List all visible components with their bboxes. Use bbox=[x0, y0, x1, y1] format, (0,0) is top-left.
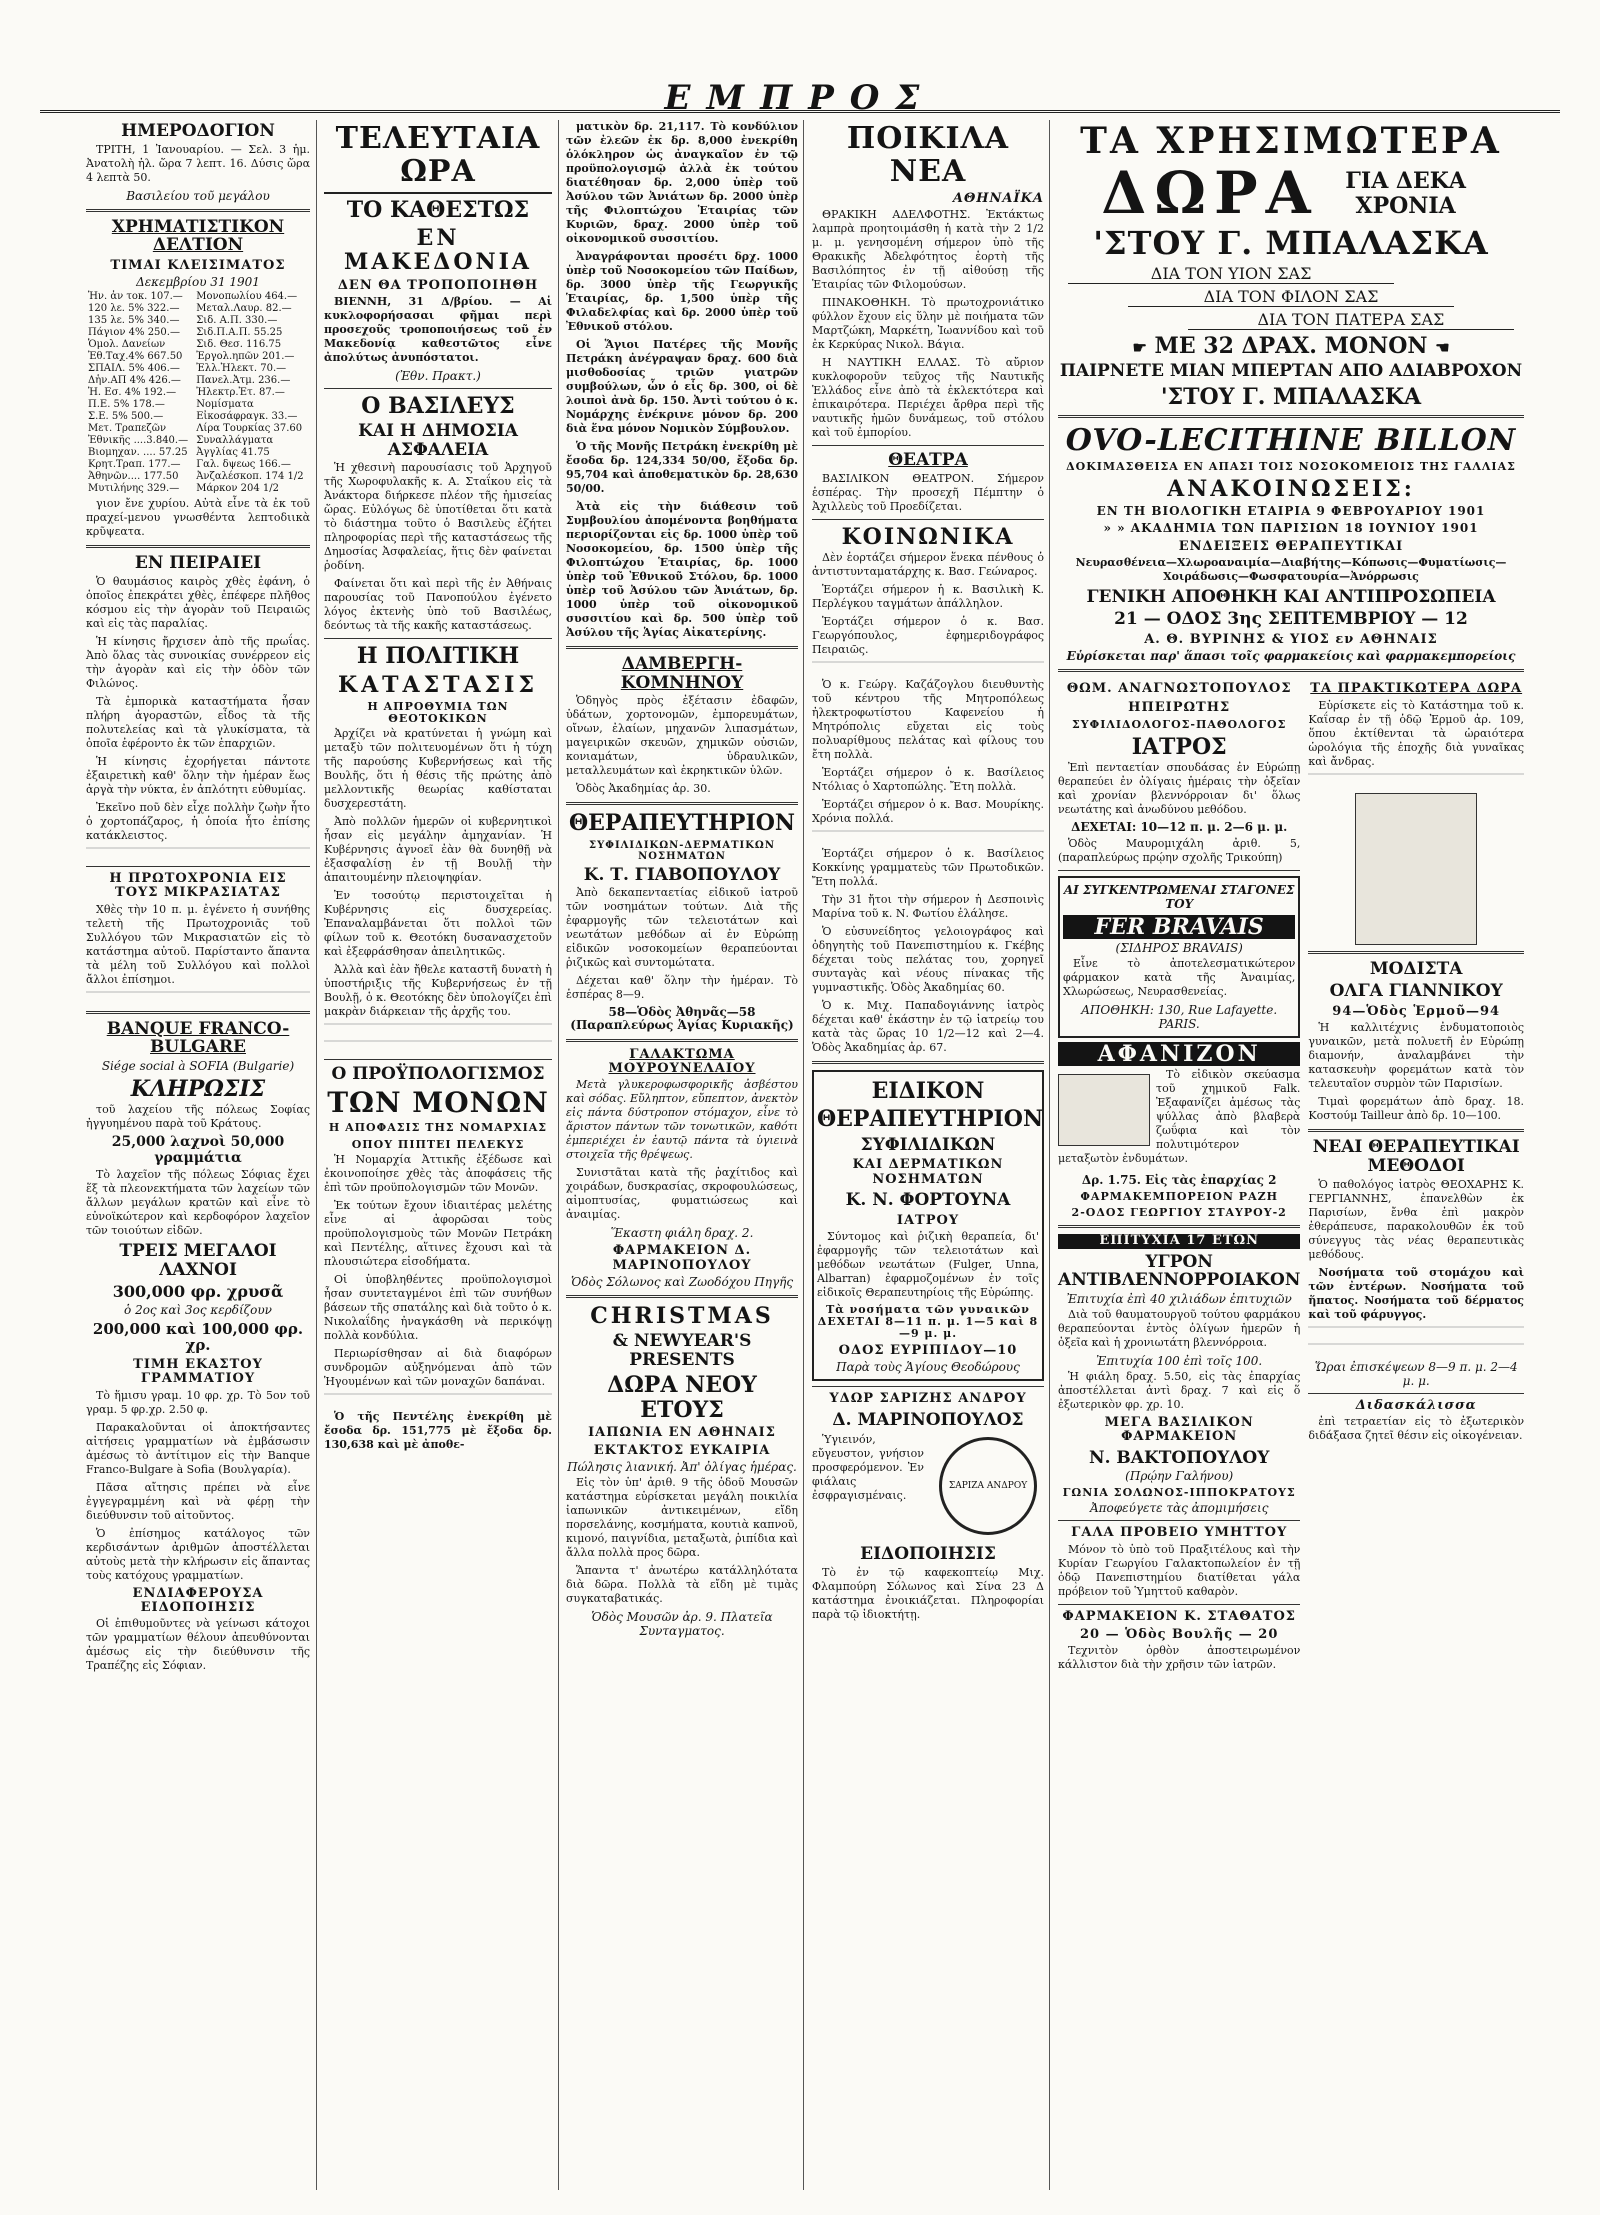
budget-paragraph: Ἀναγράφονται προσέτι δρχ. 1000 ὑπὲρ τοῦ Νοσοκομείου τῶν Παίδων, δρ. 3000 ὑπὲρ τῆς Γεωργικῆς Ἑταιρίας, δρ. 1,500 ὑπὲρ τῆς Φιλαδελφίας καὶ δρ. 2000 ὑπὲρ τοῦ Ἐθνικοῦ στόλου. bbox=[566, 250, 798, 333]
ad-codliver-text-2: Συνιστᾶται κατὰ τῆς ῥαχίτιδος καὶ χοιράδων, δυσκρασίας, σκροφουλώσεως, αἰμοπτυσίας, φυματιώσεως καὶ ἀναιμίας. bbox=[566, 1166, 798, 1222]
story-4-paragraph: Ἡ Νομαρχία Ἀττικῆς ἐξέδωσε καὶ ἐκοινοποίησε χθὲς τὰς ἀποφάσεις τῆς ἐπὶ τῶν προϋπολογισμῶν τῶν Μονῶν. bbox=[324, 1152, 552, 1194]
doctor-origin: ΗΠΕΙΡΩΤΗΣ bbox=[1128, 699, 1231, 715]
market-cell: Π.Ε. 5% 178.— bbox=[88, 399, 165, 411]
antiblen-subtitle: Ἐπιτυχία ἐπὶ 40 χιλιάδων ἐπιτυχιῶν bbox=[1066, 1291, 1292, 1306]
divider bbox=[1308, 1393, 1524, 1394]
market-row bbox=[86, 399, 310, 411]
minor-asia-title: Η ΠΡΩΤΟΧΡΟΝΙΑ ΕΙΣ ΤΟΥΣ ΜΙΚΡΑΣΙΑΤΑΣ bbox=[109, 871, 287, 901]
ad-christmas-note: Πώλησις λιανική. Ἀπ' ὀλίγας ἡμέρας. bbox=[567, 1460, 797, 1475]
market-cell: Ἐργολ.ηπῶν 201.— bbox=[196, 351, 295, 363]
social-item: Ἑορτάζει σήμερον ὁ κ. Βασ. Γεωργόπουλος, ἐφημεριδογράφος Πειραιῶς. bbox=[812, 615, 1044, 657]
calendar-saint: Βασιλείου τοῦ μεγάλου bbox=[126, 188, 270, 203]
divider bbox=[812, 1061, 1044, 1064]
divider bbox=[1058, 1520, 1300, 1521]
market-table bbox=[86, 291, 310, 495]
story-3-paragraph: Ἀπὸ πολλῶν ἡμερῶν οἱ κυβερνητικοὶ ἦσαν εἰς μεγάλην ἀμηχανίαν. Ἡ Κυβέρνησις ἀγνοεῖ ἐὰν θὰ δυνηθῇ νὰ ἐξασφαλίσῃ ἐν τῇ Βουλῇ τὴν ἀπαιτουμένην πλειοψηφίαν. bbox=[324, 814, 552, 884]
pharmacy-title: ΜΕΓΑ ΒΑΣΙΛΙΚΟΝ ΦΑΡΜΑΚΕΙΟΝ bbox=[1104, 1414, 1254, 1445]
pharmacy-note: Ἀποφεύγετε τὰς ἀπομιμήσεις bbox=[1089, 1501, 1269, 1516]
ad-fortouna-sub: ΣΥΦΙΛΙΔΙΚΩΝ bbox=[860, 1134, 996, 1155]
afanizon-title: ΑΦΑΝΙΖΟΝ bbox=[1058, 1042, 1300, 1066]
market-row bbox=[86, 387, 310, 399]
ad-fortouna-hours: Τὰ νοσήματα τῶν γυναικῶν ΔΕΧΕΤΑΙ 8—11 π. μ. 1—5 καὶ 8—9 μ. μ. bbox=[817, 1302, 1039, 1340]
divider bbox=[1058, 415, 1524, 418]
ad-christmas-japan: ΙΑΠΩΝΙΑ ΕΝ ΑΘΗΝΑΙΣ bbox=[588, 1424, 776, 1440]
story-3-headline-2: ΚΑΤΑΣΤΑΣΙΣ bbox=[337, 671, 539, 698]
text-filler bbox=[1308, 773, 1524, 787]
market-cell: 135 λε. 5% 340.— bbox=[88, 315, 180, 327]
gift-ad-title: ΤΑ ΧΡΗΣΙΜΩΤΕΡΑ bbox=[1080, 120, 1502, 162]
ovo-heading: ΑΝΑΚΟΙΝΩΣΕΙΣ: bbox=[1167, 475, 1415, 502]
story-4-paragraph: Ἐκ τούτων ἔχουν ἰδιαιτέρας μελέτης εἶνε αἱ ἀφορῶσαι τοὺς προϋπολογισμοὺς τῶν Μονῶν Πετράκη καὶ Πεντέλης, αἵτινες ἔχουσι καὶ τὰ πλουσιώτερα εἰσοδήματα. bbox=[324, 1198, 552, 1268]
price-heading: ΤΙΜΗ ΕΚΑΣΤΟΥ ΓΡΑΜΜΑΤΙΟΥ bbox=[133, 1356, 263, 1387]
water-title: ΥΔΩΡ ΣΑΡΙΖΗΣ ΑΝΔΡΟΥ bbox=[829, 1391, 1027, 1407]
piraeus-paragraph: Ἡ κίνησις ἤρχισεν ἀπὸ τῆς πρωΐας. Ἀπὸ ὅλας τὰς συνοικίας συνέρρεον εἰς τὴν ἀγορὰν καὶ εἰς τὴν ὁδὸν τῶν Φιλώνος. bbox=[86, 635, 310, 691]
masthead bbox=[0, 0, 1600, 118]
market-row bbox=[86, 459, 310, 471]
ferbravais-tag: ΑΙ ΣΥΓΚΕΝΤΡΩΜΕΝΑΙ ΣΤΑΓΟΝΕΣ ΤΟΥ bbox=[1063, 882, 1295, 911]
antiblen-text: Διὰ τοῦ θαυματουργοῦ τούτου φαρμάκου θεραπεύονται ἐντὸς ὀλίγων ἡμερῶν ἡ ὀξεῖα καὶ ἡ χρονιωτάτη βλεννόρροια. bbox=[1058, 1307, 1301, 1349]
story-2-paragraph: Ἡ χθεσινὴ παρουσίασις τοῦ Ἀρχηγοῦ τῆς Χωροφυλακῆς κ. Α. Σταΐκου εἰς τὰ Ἀνάκτορα διήρκεσε πλέον τῆς ἡμισείας ὥρας. Εὐλόγως δὲ ὑποτίθεται ὅτι κατὰ τὸ διάστημα τοῦτο ὁ Βασιλεὺς ἐζήτει πληροφορίας περὶ τῆς καταστάσεως τῆς Δημοσίας Ἀσφαλείας, ἥτις δὲν φαίνεται ῥοδίνη. bbox=[324, 461, 552, 573]
ad-christmas-title: CHRISTMAS bbox=[590, 1302, 774, 1329]
market-cell: Μάρκον 204 1/2 bbox=[196, 483, 279, 495]
market-cell: Ἡν. ἀν τοκ. 107.— bbox=[88, 291, 183, 303]
market-row bbox=[86, 351, 310, 363]
social-item: Ὁ κ. Μιχ. Παπαδογιάννης ἰατρὸς δέχεται καθ' ἑκάστην ἐν τῷ ἰατρείῳ του κατὰ τὰς ὥρας 10 1/2—12 καὶ 2—4. Ὁδὸς Ἀκαδημίας ἀρ. 67. bbox=[812, 999, 1044, 1055]
divider bbox=[1058, 1604, 1300, 1605]
modista-text: Ἡ καλλιτέχνις ἐνδυματοποιὸς γυναικῶν, μετὰ πολυετῆ ἐν Εὐρώπῃ διαμονήν, ἀναλαμβάνει τὴν κατασκευὴν φορεμάτων κατὰ τὸν τελευταῖον συρμὸν τῶν Παρισίων. bbox=[1308, 1021, 1524, 1091]
story-4-headline-2: ΤΩΝ ΜΟΝΩΝ bbox=[327, 1085, 549, 1119]
market-cell: Ἐθ.Ταχ.4% 667.50 bbox=[88, 351, 183, 363]
market-cell: Σιδ.Π.Α.Π. 55.25 bbox=[196, 327, 283, 339]
market-row bbox=[86, 315, 310, 327]
market-cell: Εἰκοσάφραγκ. 33.— bbox=[196, 411, 298, 423]
market-cell: Ἀγγλίας 41.75 bbox=[196, 447, 270, 459]
market-cell: Κρητ.Τραπ. 177.— bbox=[88, 459, 181, 471]
afanizon-illustration bbox=[1058, 1074, 1150, 1146]
ad-christmas-subtitle: & NEWYEAR'S PRESENTS bbox=[612, 1331, 752, 1370]
modista-title: ΜΟΔΙΣΤΑ bbox=[1369, 958, 1463, 979]
market-cell: Ἀνζαλέσκοπ. 174 1/2 bbox=[196, 471, 304, 483]
text-filler bbox=[812, 661, 1044, 675]
market-title: ΧΡΗΜΑΤΙΣΤΙΚΟΝ ΔΕΛΤΙΟΝ bbox=[111, 216, 285, 256]
ferbravais-sub: (ΣΙΔΗΡΟΣ BRAVAIS) bbox=[1115, 940, 1243, 955]
ad-christmas-text-2: Ἅπαντα τ' ἀνωτέρω κατάλληλότατα διὰ δῶρα. Πολλὰ τὰ εἴδη μὲ τιμὰς συγκαταβατικάς. bbox=[566, 1564, 798, 1606]
market-cell: Ἡ. Εσ. 4% 192.— bbox=[88, 387, 177, 399]
social-title: ΚΟΙΝΩΝΙΚΑ bbox=[841, 523, 1015, 550]
gift-ad-big: ΔΩΡΑ bbox=[1101, 158, 1319, 227]
ovo-subtitle: ΔΟΚΙΜΑΣΘΕΙΣΑ ΕΝ ΑΠΑΣΙ ΤΟΙΣ ΝΟΣΟΚΟΜΕΙΟΙΣ ΤΗΣ ΓΑΛΛΙΑΣ bbox=[1066, 459, 1516, 473]
theatre-paragraph: ΒΑΣΙΛΙΚΟΝ ΘΕΑΤΡΟΝ. Σήμερον ἑσπέρας. Τὴν προσεχῆ Πέμπτην ὁ Ἀχιλλεὺς τοῦ Προεδίζεται. bbox=[812, 471, 1044, 513]
ovo-agency: ΓΕΝΙΚΗ ΑΠΟΘΗΚΗ ΚΑΙ ΑΝΤΙΠΡΟΣΩΠΕΙΑ bbox=[1086, 586, 1496, 607]
gift-ad-offer-text: ΜΕ 32 ΔΡΑΧ. ΜΟΝΟΝ bbox=[1154, 332, 1428, 359]
calendar-title: ΗΜΕΡΟΔΟΓΙΟΝ bbox=[121, 121, 275, 141]
methods-text: Ὁ παθολόγος ἰατρὸς ΘΕΟΧΑΡΗΣ Κ. ΓΕΡΓΙΑΝΝΗΣ, ἐπανελθὼν ἐκ Παρισίων, ἔνθα ἐπὶ μακρὸν ἐθεράπευσε, παρακολουθῶν ἐκ τοῦ σύνεγγυς τὰς νέας θεραπευτικὰς μεθόδους. bbox=[1308, 1177, 1524, 1261]
social-item: Ἑορτάζει σήμερον ὁ κ. Βασ. Μουρίκης. Χρόνια πολλά. bbox=[812, 798, 1044, 826]
gift-ad-line-1: ΔΙΑ ΤΟΝ ΥΙΟΝ ΣΑΣ bbox=[1068, 264, 1394, 284]
market-cell: Ἠλεκτρ.Ἐτ. 87.— bbox=[196, 387, 285, 399]
ad-codliver-title: ΓΑΛΑΚΤΩΜΑ ΜΟΥΡΟΥΝΕΛΑΙΟΥ bbox=[608, 1046, 756, 1076]
price-line: Τὸ ἥμισυ γραμ. 10 φρ. χρ. Τὸ 5ον τοῦ γραμ. 5 φρ.χρ. 2.50 φ. bbox=[86, 1388, 310, 1416]
right-ads bbox=[1308, 678, 1524, 1676]
market-cell: Δἡν.ΑΠ 4% 426.— bbox=[88, 375, 181, 387]
column-divider bbox=[316, 120, 317, 2190]
afanizon-shop: ΦΑΡΜΑΚΕΜΠΟΡΕΙΟΝ ΡΑΖΗ bbox=[1080, 1190, 1279, 1204]
market-row bbox=[86, 423, 310, 435]
text-filler bbox=[86, 847, 310, 861]
notice-heading: ΕΝΔΙΑΦΕΡΟΥΣΑ ΕΙΔΟΠΟΙΗΣΙΣ bbox=[132, 1585, 264, 1615]
text-filler bbox=[1308, 1343, 1524, 1357]
divider bbox=[566, 646, 798, 649]
column-1 bbox=[80, 118, 316, 2198]
market-cell: Γαλ. δψεως 166.— bbox=[196, 459, 291, 471]
milk-text: Μόνον τὸ ὑπὸ τοῦ Πραξιτέλους καὶ τὴν Κυρίαν Γεωργίου Γαλακτοπωλείον ἐν τῇ ὁδῷ Πανεπιστημίου διατίθεται γάλα πρόβειον τοῦ Ὑμηττοῦ καθαρὸν. bbox=[1058, 1542, 1301, 1598]
doctor-address: Ὁδὸς Μαυρομιχάλη ἀριθ. 5, (παραπλεύρως πρῴην σχολῆς Τρικούπη) bbox=[1058, 836, 1301, 864]
gift-ad-line-3: ΔΙΑ ΤΟΝ ΠΑΤΕΡΑ ΣΑΣ bbox=[1188, 310, 1514, 330]
market-row bbox=[86, 411, 310, 423]
story-3-paragraph: Ἀρχίζει νὰ κρατύνεται ἡ γνώμη καὶ μεταξὺ τῶν πολιτευομένων ὅτι ἡ τύχη τῆς παρούσης Κυβερνήσεως καὶ τῆς Βουλῆς, ὅτι ἡ θέσις τῆς πρώτης ἀπὸ μελλοντικῆς θεωρίας καθίσταται δυσχερεστάτη. bbox=[324, 726, 552, 810]
market-row bbox=[86, 435, 310, 447]
piraeus-paragraph: Ἐκεῖνο ποῦ δὲν εἶχε πολλὴν ζωὴν ἦτο ὁ χορτοπάζαρος, ἡ ὁποία ἦτο ἐπίσης κατάκλειστος. bbox=[86, 801, 310, 843]
masthead-rule bbox=[40, 110, 1560, 113]
bank-title: BANQUE FRANCO-BULGARE bbox=[106, 1018, 290, 1058]
story-2-headline: Ο ΒΑΣΙΛΕΥΣ bbox=[361, 392, 515, 419]
divider bbox=[1058, 669, 1524, 672]
pharmacy-address: ΓΩΝΙΑ ΣΟΛΩΝΟΣ-ΙΠΠΟΚΡΑΤΟΥΣ bbox=[1062, 1486, 1296, 1500]
methods-hours: Ὥραι ἐπισκέψεων 8—9 π. μ. 2—4 μ. μ. bbox=[1314, 1359, 1518, 1388]
market-cell: Μετ. Τραπεζῶν bbox=[88, 423, 167, 435]
ad-fortouna-sub-2: ΚΑΙ ΔΕΡΜΑΤΙΚΩΝ ΝΟΣΗΜΑΤΩΝ bbox=[852, 1157, 1004, 1187]
gift-ad-shop: 'ΣΤΟΥ Γ. ΜΠΑΛΑΣΚΑ bbox=[1093, 223, 1489, 262]
ad-clinic-text: Ἀπὸ δεκαπενταετίας εἰδικοῦ ἰατροῦ τῶν νοσημάτων τούτων. Διὰ τῆς ἐφαρμογῆς τῶν τελειοτάτων καὶ νεωτάτων μεθόδων αἱ ἐν Εὐρώπῃ εἰδικῶν νοσοκομείων θεραπεύονται ῥιζικῶς καὶ συντομώτατα. bbox=[566, 886, 798, 970]
market-cell: Ἐλλ.Ἠλεκτ. 70.— bbox=[196, 363, 287, 375]
notice-paragraph: Οἱ ἐπιθυμοῦντες νὰ γείνωσι κάτοχοι τῶν γραμματίων θέλουν ἀπευθύνονται ἀμέσως εἰς τὴν διεύθυνσιν τῆς Τραπέζης εἰς Σόφιαν. bbox=[86, 1617, 310, 1673]
doctor-name: ΘΩΜ. ΑΝΑΓΝΩΣΤΟΠΟΥΛΟΣ bbox=[1066, 681, 1292, 697]
budget-paragraph: ματικὸν δρ. 21,117. Τὸ κονδύλιον τῶν ἐλεῶν ἐκ δρ. 8,000 ἐνεκρίθη ὁλόκληρον ὡς ἀναγκαῖον ἐν τῷ προϋπολογισμῷ ἀλλὰ ἐκ τούτου διατέθησαν δρ. 2,000 ὑπὲρ τοῦ Ἀσύλου τῶν Ἀνιάτων δρ. 2000 ὑπὲρ τῆς Φιλοπτώχου Ἑταιρίας τῶν Κυριῶν, δραχ. 2000 ὑπὲρ τοῦ οἰκονομικοῦ συσσιτίου. bbox=[566, 120, 798, 245]
ferbravais-text: Εἶνε τὸ ἀποτελεσματικώτερον φάρμακον κατὰ τῆς Ἀναιμίας, Χλωρώσεως, Νευρασθενείας. bbox=[1063, 956, 1296, 998]
ad-fortouna-address-2: Παρὰ τοὺς Ἁγίους Θεοδώρους bbox=[836, 1360, 1020, 1375]
ovo-title: OVO-LECITHINE BILLON bbox=[1065, 422, 1517, 458]
divider bbox=[324, 388, 552, 389]
modista-name: ΟΛΓΑ ΓΙΑΝΝΙΚΟΥ bbox=[1329, 981, 1503, 1002]
ad-christmas-address: Ὁδὸς Μουσῶν ἀρ. 9. Πλατεῖα Συνταγματος. bbox=[591, 1610, 773, 1639]
market-cell: ΣΠΑΙΛ. 5% 406.— bbox=[88, 363, 180, 375]
story-4-paragraph: Περιωρίσθησαν αἱ διὰ διαφόρων συνδρομῶν αὐξηνόμεναι ἀπὸ τῶν Ἡγουμένων καὶ τῶν μοναχῶν δαπάναι. bbox=[324, 1346, 552, 1388]
column-5 bbox=[1052, 118, 1530, 2198]
piraeus-title: ΕΝ ΠΕΙΡΑΙΕΙ bbox=[134, 553, 262, 574]
social-item: Ἑορτάζει σήμερον ἡ κ. Βασιλικὴ Κ. Περλέγκου ταγμάτων ἀπάλληλον. bbox=[812, 583, 1044, 611]
piraeus-paragraph: Ὁ θαυμάσιος καιρὸς χθὲς ἐφάνη, ὁ ὁποῖος ἐπεκράτει χθὲς, ἐπέφερε πλῆθος κόσμου εἰς τὴν ἀγορὰν τοῦ Πειραιῶς καὶ εἰς τὰς παραλίας. bbox=[86, 575, 310, 631]
pointing-hand-icon: ☚ bbox=[1435, 337, 1450, 357]
water-seal bbox=[939, 1437, 1037, 1535]
ad-christmas-offer: ΕΚΤΑΚΤΟΣ ΕΥΚΑΙΡΙΑ bbox=[593, 1443, 771, 1459]
antiblen-title: ΥΓΡΟΝ ΑΝΤΙΒΛΕΝΝΟΡΡΟΙΑΚΟΝ bbox=[1058, 1251, 1301, 1291]
story-4-paragraph: Οἱ ὑποβληθέντες προϋπολογισμοὶ ἦσαν συντεταγμένοι ἐπὶ τῶν συνήθων βάσεων τῆς σπατάλης καὶ διὰ τοῦτο ὁ κ. Νικολαΐδης ἠναγκάσθη νὰ περικόψῃ πολλὰ κονδύλια. bbox=[324, 1272, 552, 1342]
theatre-title: ΘΕΑΤΡΑ bbox=[888, 450, 968, 471]
story-3-paragraph: Ἀλλὰ καὶ ἐὰν ἤθελε καταστῆ δυνατὴ ἡ ὑποστήριξις τῆς Κυβερνήσεως ἐν τῇ Βουλῇ, ὁ κ. Θεοτόκης δὲν ὑπολογίζει ἐπὶ μακρὰν διάρκειαν τῆς ἀρχῆς του. bbox=[324, 962, 552, 1018]
market-cell: Σιδ. Θεσ. 116.75 bbox=[196, 339, 282, 351]
clock-text: Εὑρίσκετε εἰς τὸ Κατάστημα τοῦ κ. Καΐσαρ ἐν τῇ ὁδῷ Ἑρμοῦ ἀρ. 109, ὅπου ἐκτίθενται τὰ ὡραιότερα ὡρολόγια τῆς ἐποχῆς διὰ γυναῖκας καὶ ἄνδρας. bbox=[1308, 698, 1524, 768]
story-3-headline: Η ΠΟΛΙΤΙΚΗ bbox=[356, 643, 520, 670]
prize-2: 200,000 καὶ 100,000 φρ. χρ. bbox=[92, 1319, 304, 1355]
divider bbox=[86, 545, 310, 548]
ad-fortouna-title: ΕΙΔΙΚΟΝ bbox=[871, 1078, 985, 1105]
divider bbox=[324, 1059, 552, 1060]
market-cell: Πανελ.Ἀτμ. 236.— bbox=[196, 375, 291, 387]
ad-christmas-greek: ΔΩΡΑ ΝΕΟΥ ΕΤΟΥΣ bbox=[607, 1372, 757, 1423]
lottery-heading: ΚΛΗΡΩΣΙΣ bbox=[130, 1076, 266, 1103]
pharmacy-previous: (Πρῴην Γαλήνου) bbox=[1125, 1469, 1234, 1484]
minor-asia-paragraph: Χθὲς τὴν 10 π. μ. ἐγένετο ἡ συνήθης τελετὴ τῆς Πρωτοχρονιᾶς τοῦ Συλλόγου τῶν Μικρασιατῶν εἰς τὸ κατάστημα αὐτοῦ. Παρίσταντο ἅπαντα τὰ μέλη τοῦ Συλλόγου καὶ πολλοὶ ἄλλοι ἐπίσημοι. bbox=[86, 902, 310, 986]
milk-title: ΓΑΛΑ ΠΡΟΒΕΙΟ ΥΜΗΤΤΟΥ bbox=[1071, 1525, 1288, 1541]
notices-text: Τὸ ἐν τῷ καφεκοπτείῳ Μιχ. Φλαμπούρη Σόλωνος καὶ Σίνα 23 Δ κατάστημα ἐνοικιάζεται. Πληροφορίαι παρὰ τῷ ἰδιοκτήτῃ. bbox=[812, 1566, 1044, 1622]
ferbravais-illustration bbox=[1355, 793, 1477, 945]
column-divider bbox=[558, 120, 559, 2190]
market-cell: Νομίσματα bbox=[196, 399, 254, 411]
text-filler bbox=[86, 991, 310, 1005]
gift-ad-offer-3: 'ΣΤΟΥ Γ. ΜΠΑΛΑΣΚΑ bbox=[1160, 383, 1422, 410]
ovo-indications: ΕΝΔΕΙΞΕΙΣ ΘΕΡΑΠΕΥΤΙΚΑΙ bbox=[1178, 538, 1404, 554]
newspaper-title: ΕΜΠΡΟΣ bbox=[664, 78, 936, 118]
prize-1: 300,000 φρ. χρυσᾶ bbox=[112, 1282, 284, 1302]
ad-clinic-hours: Δέχεται καθ' ὅλην τὴν ἡμέραν. Τὸ ἑσπέρας 8—9. bbox=[566, 974, 798, 1002]
doctor-specialty: ΣΥΦΙΛΙΔΟΛΟΓΟΣ-ΠΑΘΟΛΟΓΟΣ bbox=[1071, 718, 1287, 732]
gift-ad-offer bbox=[1058, 334, 1524, 358]
methods-text-2: Νοσήματα τοῦ στομάχου καὶ τῶν ἐντέρων. Νοσήματα τοῦ ἥπατος. Νοσήματα τοῦ δέρματος καὶ τοῦ φάρυγγος. bbox=[1308, 1265, 1524, 1321]
ad-fortouna-address: ΟΔΟΣ ΕΥΡΙΠΙΔΟΥ—10 bbox=[838, 1343, 1018, 1359]
story-4-deck: Η ΑΠΟΦΑΣΙΣ ΤΗΣ ΝΟΜΑΡΧΙΑΣ bbox=[328, 1121, 548, 1135]
afanizon-address: 2-ΟΔΟΣ ΓΕΩΡΓΙΟΥ ΣΤΑΥΡΟΥ-2 bbox=[1071, 1206, 1287, 1220]
story-4-deck-2: ΟΠΟΥ ΠΙΠΤΕΙ ΠΕΛΕΚΥΣ bbox=[351, 1137, 525, 1151]
methods-title: ΝΕΑΙ ΘΕΡΑΠΕΥΤΙΚΑΙ ΜΕΘΟΔΟΙ bbox=[1312, 1137, 1520, 1177]
ovo-line-1: ΕΝ ΤΗ ΒΙΟΛΟΓΙΚΗ ΕΤΑΙΡΙΑ 9 ΦΕΒΡΟΥΑΡΙΟΥ 1901 bbox=[1096, 504, 1486, 519]
ferbravais-title: FER BRAVAIS bbox=[1063, 915, 1295, 939]
prize-mid: ὁ 2ος καὶ 3ος κερδίζουν bbox=[124, 1302, 272, 1317]
ad-clinic-title: ΘΕΡΑΠΕΥΤΗΡΙΟΝ bbox=[568, 810, 796, 837]
market-row bbox=[86, 327, 310, 339]
ad-codliver-address: Ὁδὸς Σόλωνος καὶ Ζωοδόχου Πηγῆς bbox=[570, 1274, 794, 1289]
market-cell: 120 λε. 5% 322.— bbox=[88, 303, 180, 315]
stathatos-title: ΦΑΡΜΑΚΕΙΟΝ Κ. ΣΤΑΘΑΤΟΣ bbox=[1062, 1608, 1296, 1624]
market-cell: Μεταλ.Λαυρ. 82.— bbox=[196, 303, 292, 315]
antiblen-price: Ἡ φιάλη δραχ. 5.50, εἰς τὰς ἐπαρχίας ἀποστέλλεται ἀντὶ δραχ. 7 καὶ εἰς ὅ ἐξωτερικὸν φρ. χρ. 10. bbox=[1058, 1369, 1301, 1411]
market-row bbox=[86, 303, 310, 315]
market-cell: Βιομηχαν. .... 57.25 bbox=[88, 447, 188, 459]
two-col-ads bbox=[1058, 678, 1524, 1676]
market-cell: Συναλλάγματα bbox=[196, 435, 274, 447]
social-item: Τὴν 31 ἤτοι τὴν σήμερον ἡ Δεσποινὶς Μαρίνα τοῦ κ. Ν. Φωτίου ἐλάλησε. bbox=[812, 893, 1044, 921]
market-subtitle: ΤΙΜΑΙ ΚΛΕΙΣΙΜΑΤΟΣ bbox=[110, 258, 286, 274]
ad-fortouna-doctor: Κ. Ν. ΦΟΡΤΟΥΝΑ bbox=[845, 1189, 1011, 1210]
social-item: Ἑορτάζει σήμερον ὁ κ. Βασίλειος Ντόλιας ὁ Χαρτοπώλης. Ἔτη πολλὰ. bbox=[812, 766, 1044, 794]
divider bbox=[812, 519, 1044, 520]
divider bbox=[812, 445, 1044, 446]
ovo-line-2: » » ΑΚΑΔΗΜΙΑ ΤΩΝ ΠΑΡΙΣΙΩΝ 18 ΙΟΥΝΙΟΥ 1901 bbox=[1103, 521, 1479, 536]
budget-paragraph: Οἱ Ἅγιοι Πατέρες τῆς Μονῆς Πετράκη ἀνέγραψαν δραχ. 600 διὰ μισθοδοσίας τριῶν γιατρῶν συμβούλων, ὧν ὁ εἷς δρ. 300, οἱ δὲ λοιποὶ ἀνὰ δρ. 150. Ἀντὶ τούτου ὁ κ. Νομάρχης ἐνέκρινε μόνον δρ. 200 διὰ ἕνα μόνον Νομικὸν Σύμβουλον. bbox=[566, 338, 798, 435]
calendar-line: ΤΡΙΤΗ, 1 Ἰανουαρίου. — Σελ. 3 ἡμ. Ἀνατολὴ ἡλ. ὥρα 7 λεπτ. 16. Δύσις ὥρα 4 λεπτὰ 50. bbox=[86, 142, 310, 184]
social-item: Δὲν ἑορτάζει σήμερον ἕνεκα πένθους ὁ ἀντιστυνταματάρχης κ. Βασ. Γεώναρος. bbox=[812, 551, 1044, 579]
market-row bbox=[86, 483, 310, 495]
doctor-title: ΙΑΤΡΟΣ bbox=[1131, 734, 1227, 761]
ad-codliver-price: Ἕκαστη φιάλη δραχ. 2. bbox=[610, 1226, 754, 1241]
bank-subtitle: Siége social à SOFIA (Bulgarie) bbox=[101, 1059, 295, 1074]
story-4-paragraph: Ὁ τῆς Πεντέλης ἐνεκρίθη μὲ ἔσοδα δρ. 151,775 μὲ ἔξοδα δρ. 130,638 καὶ μὲ ἀποθε- bbox=[324, 1409, 552, 1451]
gift-ad-big-row bbox=[1058, 158, 1524, 227]
text-filler bbox=[1308, 1326, 1524, 1340]
story-1-source: (Ἐθν. Πρακτ.) bbox=[395, 368, 481, 383]
clock-title: ΤΑ ΠΡΑΚΤΙΚΩΤΕΡΑ ΔΩΡΑ bbox=[1310, 681, 1523, 697]
gift-ad-offer-2: ΠΑΙΡΝΕΤΕ ΜΙΑΝ ΜΠΕΡΤΑΝ ΑΠΟ ΑΔΙΑΒΡΟΧΟΝ bbox=[1059, 360, 1523, 381]
ad-fortouna-title-2: ΘΕΡΑΠΕΥΤΗΡΙΟΝ bbox=[817, 1106, 1044, 1133]
afanizon-text: Τὸ εἰδικὸν σκεύασμα τοῦ χημικοῦ Falk. Ἐξαφανίζει ἀμέσως τὰς ψύλλας ἀπὸ βλαβερὰ ζωΰφια καὶ τὸν πολυτιμότερον μεταξωτὸν ἐνδυμάτων. bbox=[1058, 1067, 1301, 1165]
market-row bbox=[86, 447, 310, 459]
news-paragraph: Η ΝΑΥΤΙΚΗ ΕΛΛΑΣ. Τὸ αὔριον κυκλοφοροῦν τεῦχος τῆς Ναυτικῆς Ἑλλάδος εἶνε ἀπὸ τὰ ἐκλεκτότερα καὶ ἐπικαιρότερα. Περιέχει ἄρθρα περὶ τῆς ναυτικῆς ἡμῶν δυνάμεως, τοῦ στόλου καὶ τοῦ ἐμπορίου. bbox=[812, 356, 1044, 440]
lessons-text: ἐπὶ τετραετίαν εἰς τὸ ἐξωτερικὸν διδάξασα ζητεῖ θέσιν εἰς οἰκογένειαν. bbox=[1308, 1415, 1524, 1443]
news-title: ΠΟΙΚΙΛΑ ΝΕΑ bbox=[846, 121, 1010, 189]
divider bbox=[86, 866, 310, 867]
divider bbox=[566, 1039, 798, 1042]
lottery-paragraph: Τὸ λαχεῖον τῆς πόλεως Σόφιας ἔχει ἕξ τὰ πλεονεκτήματα τῶν λαχείων τῶν ἄλλων μεγάλων κρατῶν καὶ εἶνε τὸ εὐνοϊκώτερον καὶ κερδοφόρον λαχεῖον τῶν τοιούτων εἰδῶν. bbox=[86, 1167, 310, 1237]
lessons-title: Διδασκάλισσα bbox=[1355, 1397, 1477, 1413]
text-filler bbox=[324, 1040, 552, 1054]
market-row bbox=[86, 375, 310, 387]
market-cell: Ὁμολ. Δανείων bbox=[88, 339, 166, 351]
divider bbox=[1308, 1129, 1524, 1132]
seal-text: ΣΑΡΙΖΑ ΑΝΔΡΟΥ bbox=[948, 1481, 1028, 1492]
stathatos-text: Τεχνιτὸν ὀρθὸν ἀποστειρωμένον κάλλιστον διὰ τὴν χρῆσιν τῶν ἰατρῶν. bbox=[1058, 1644, 1301, 1672]
market-row bbox=[86, 291, 310, 303]
text-filler bbox=[324, 1023, 552, 1037]
ovo-firm: Α. Θ. ΒΥΡΙΝΗΣ & ΥΙΟΣ εν ΑΘΗΝΑΙΣ bbox=[1144, 632, 1438, 648]
social-item: Ὁ κ. Γεώργ. Καζάζογλου διευθυντὴς τοῦ κέντρου τῆς Μητροπόλεως ἠλεκτροφωτίστου Καφενείου ἡ Μητρόπολις εὔχεται εἰς τοὺς πολυαρίθμους πελάτας καὶ φίλους του ἔτη πολλὰ. bbox=[812, 678, 1044, 762]
market-cell: Λίρα Τουρκίας 37.60 bbox=[196, 423, 303, 435]
ad-fortouna-role: ΙΑΤΡΟΥ bbox=[896, 1212, 960, 1228]
market-cell: Ἐθνικῆς ....3.840.— bbox=[88, 435, 189, 447]
story-1-headline: ΤΟ ΚΑΘΕΣΤΩΣ bbox=[346, 197, 530, 223]
doctor-text: Ἐπὶ πενταετίαν σπουδάσας ἐν Εὐρώπῃ θεραπεύει ἐν ὀλίγαις ἡμέραις τὴν ὀξεῖαν καὶ χρονίαν βλεννόρροιαν δι' ὅλως νεωτάτης καὶ ἀνωδύνου μεθόδου. bbox=[1058, 761, 1301, 817]
ad-dambergi-title: ΔΑΜΒΕΡΓΗ-ΚΟΜΝΗΝΟΥ bbox=[620, 654, 744, 693]
pharmacy-name: Ν. ΒΑΚΤΟΠΟΥΛΟΥ bbox=[1089, 1447, 1270, 1468]
stathatos-address: 20 — Ὁδὸς Βουλῆς — 20 bbox=[1079, 1626, 1279, 1642]
modista-address: 94—Ὁδὸς Ἑρμοῦ—94 bbox=[1332, 1004, 1501, 1020]
ovo-list: Νευρασθένεια—Χλωροαναιμία—Διαβήτης—Κόπωσις—Φυματίωσις—Χοιράδωσις—Φωσφατουρία—Ἀνόρρωσις bbox=[1075, 555, 1507, 583]
success-badge: ΕΠΙΤΥΧΙΑ 17 ΕΤΩΝ bbox=[1058, 1234, 1300, 1248]
divider bbox=[324, 638, 552, 639]
gift-ad-line-2: ΔΙΑ ΤΟΝ ΦΙΛΟΝ ΣΑΣ bbox=[1128, 287, 1454, 307]
social-item: Ἑορτάζει σήμερον ὁ κ. Βασίλειος Κοκκίνης γραμματεὺς τῶν Πρωτοδικῶν. Ἔτη πολλά. bbox=[812, 847, 1044, 889]
story-3-paragraph: Ἐν τοσούτῳ περιστοιχεῖται ἡ Κυβέρνησις εἰς δυσχερείας. Ἐπαναλαμβάνεται ὅτι πολλοὶ τῶν φίλων τοῦ κ. Θεοτόκη δυσανασχετοῦν καὶ ἐξεφράσθησαν ἀπειλητικῶς. bbox=[324, 888, 552, 958]
lottery-big: 25,000 λαχνοὶ 50,000 γραμμάτια bbox=[111, 1134, 285, 1166]
notices-title: ΕΙΔΟΠΟΙΗΣΙΣ bbox=[860, 1544, 996, 1565]
market-date: Δεκεμβρίου 31 1901 bbox=[136, 275, 260, 290]
divider bbox=[812, 1386, 1044, 1387]
piraeus-paragraph: Τὰ ἐμπορικὰ καταστήματα ἦσαν πλήρη ἀγοραστῶν, εἶδος τὰ τῆς πολυτελείας καὶ τὰ γλυκίσματα, τὰ ὁποῖα ἐφέροντο ἐκ τῶν ἐπαρχιῶν. bbox=[86, 695, 310, 751]
divider bbox=[86, 1011, 310, 1014]
ad-dambergi-text: Ὁδηγὸς πρὸς ἐξέτασιν ἐδαφῶν, ὑδάτων, χορτονομῶν, ἐμπορευμάτων, οἴνων, ἐλαίων, μηχανῶν λιπασμάτων, μαγειρικῶν σκευῶν, χημικῶν οὐσιῶν, κονιαμάτων, ὑδραυλικῶν, μεταλλευμάτων καὶ ἐκρηκτικῶν ὑλῶν. bbox=[566, 694, 798, 778]
column-3 bbox=[560, 118, 804, 2198]
ad-fortouna-text: Σύντομος καὶ ῥιζικὴ θεραπεία, δι' ἐφαρμογῆς τῶν τελειοτάτων καὶ μεθόδων νεωτάτων (Fulger, Unna, Albarran) ἐφαρμοζομένων ἐν τοῖς εἰδικοῖς Θεραπευτηρίοις τῆς Εὐρώπης. bbox=[817, 1229, 1039, 1299]
divider bbox=[1058, 870, 1300, 871]
water-body bbox=[812, 1431, 1044, 1541]
ad-fortouna bbox=[812, 1070, 1044, 1381]
price-paragraph: Παρακαλοῦνται οἱ ἀποκτήσαντες αἰτήσεις γραμματίων νὰ ἐμβάσωσιν ἀμέσως τὸ ἀντίτιμον εἰς τὴν Banque Franco-Bulgare à Sofia (Bουλγαρία). bbox=[86, 1420, 310, 1476]
market-note: γιον ἔνε χυρίου. Αὐτὰ εἶνε τὰ ἐκ τοῦ πραχεί-μενου γνωσθέντα λεπτοδιικὰ κρῦψεατα. bbox=[86, 497, 310, 539]
water-text: Ὑγιεινόν, εὔγευστον, γνήσιον προσφερόμενον. Ἐν φιάλαις ἐσφραγισμέναις. bbox=[812, 1433, 924, 1503]
divider bbox=[1308, 951, 1524, 954]
ferbravais-ad bbox=[1058, 876, 1300, 1038]
news-paragraph: ΠΙΝΑΚΟΘΗΚΗ. Τὸ πρωτοχρονιάτικο φύλλον ἔχουν εἰς ὕλην μὲ ποιήματα τῶν Μαρτζώκη, Μαρκέτη, Ἰωαννίδου καὶ τοῦ ἐκ Κερκύρας Νικολ. Βάγια. bbox=[812, 296, 1044, 352]
text-filler bbox=[812, 830, 1044, 844]
lottery-line: τοῦ λαχείου τῆς πόλεως Σοφίας ἠγγυημένου παρὰ τοῦ Κράτους. bbox=[86, 1103, 310, 1131]
social-item: Ὁ εὐσυνείδητος γελοιογράφος καὶ ὁδηγητὴς τοῦ Πανεπιστημίου κ. Γκέβης δέχεται τοὺς πελάτας του, χορηγεῖ συνταγὰς καὶ νέους πίνακας τῆς γυμναστικῆς. Ὁδὸς Ἀκαδημίας 60. bbox=[812, 925, 1044, 995]
ovo-footer: Εὑρίσκεται παρ' ἅπασι τοῖς φαρμακείοις καὶ φαρμακεμπορείοις bbox=[1066, 649, 1516, 664]
market-cell: Μυτιλήνης 329.— bbox=[88, 483, 180, 495]
price-paragraph: Ὁ ἐπίσημος κατάλογος τῶν κερδισάντων ἀριθμῶν ἀποστέλλεται αὐτοὺς μετὰ τὴν κλήρωσιν εἰς ἅπαντας τοὺς κατόχους γραμματίων. bbox=[86, 1526, 310, 1582]
market-cell: Σιδ. Α.Π. 330.— bbox=[196, 315, 278, 327]
market-cell: Πάγιον 4% 250.— bbox=[88, 327, 180, 339]
antiblen-text-2: Ἐπιτυχία 100 ἐπὶ τοῖς 100. bbox=[1096, 1353, 1263, 1368]
text-filler bbox=[324, 1393, 552, 1407]
modista-prices: Τιμαὶ φορεμάτων ἀπὸ δραχ. 18. Κοστούμ Tailleur ἀπὸ δρ. 10—100. bbox=[1308, 1095, 1524, 1123]
ad-clinic-subtitle: ΣΥΦΙΛΙΔΙΚΩΝ-ΔΕΡΜΑΤΙΚΩΝ ΝΟΣΗΜΑΤΩΝ bbox=[589, 839, 775, 862]
news-paragraph: ΘΡΑΚΙΚΗ ΑΔΕΛΦΟΤΗΣ. Ἐκτάκτως λαμπρὰ προητοιμάσθη ἡ κατὰ τὴν 2 1/2 μ. μ. γενησομένη σήμερον ὑπὸ τῆς Θρακικῆς Ἀδελφότητος ἑορτὴ τῆς Βασιλόπητος ἐν τῇ αἰθούσῃ τῆς Ἑταιρίας τῶν Φιλομούσων. bbox=[812, 208, 1044, 292]
market-row bbox=[86, 363, 310, 375]
column-4 bbox=[806, 118, 1050, 2198]
water-shop: Δ. ΜΑΡΙΝΟΠΟΥΛΟΣ bbox=[832, 1409, 1024, 1430]
story-2-headline-2: ΚΑΙ Η ΔΗΜΟΣΙΑ ΑΣΦΑΛΕΙΑ bbox=[358, 421, 518, 460]
divider bbox=[1058, 1225, 1300, 1228]
market-row bbox=[86, 471, 310, 483]
pointing-hand-icon: ☛ bbox=[1132, 337, 1147, 357]
story-1-deck: ΔΕΝ ΘΑ ΤΡΟΠΟΠΟΙΗΘΗ bbox=[337, 277, 539, 293]
ad-codliver-text: Μετὰ γλυκεροφωσφορικῆς ἀσβέστου καὶ σόδας. Εὔληπτον, εὔπεπτον, ἀνεκτὸν εἰς πάντα δύστροπον στόμαχον, εἶνε τὸ ἄριστον πάντων τῶν τονωτικῶν, καθότι ἐμπεριέχει ἐν ἑαυτῷ πάντα τὰ ὑγιεινὰ στοιχεῖα τῆς θρέψεως. bbox=[566, 1078, 798, 1162]
market-cell: Μονοπωλίου 464.— bbox=[196, 291, 298, 303]
divider bbox=[566, 802, 798, 805]
left-ads bbox=[1058, 678, 1300, 1676]
budget-paragraph: Ὁ τῆς Μονῆς Πετράκη ἐνεκρίθη μὲ ἔσοδα δρ. 124,334 50/00, ἔξοδα δρ. 95,704 καὶ ἀποθεματικὸν δρ. 28,630 50/00. bbox=[566, 440, 798, 495]
gift-ad-years: ΓΙΑ ΔΕΚΑ ΧΡΟΝΙΑ bbox=[1345, 168, 1466, 219]
divider bbox=[566, 1295, 798, 1298]
market-cell: Ἀθηνῶν.... 177.50 bbox=[88, 471, 179, 483]
budget-paragraph: Ἀτὰ εἰς τὴν διάθεσιν τοῦ Συμβουλίου ἀπομένοντα βοηθήματα περιορίζονται εἰς δρ. 1000 ὑπὲρ τοῦ Νοσοκομείου, δρ. 1500 ὑπὲρ τῆς Φιλοπτώχου Ἑταιρίας, δρ. 1000 ὑπὲρ τοῦ Ἐθνικοῦ Στόλου, δρ. 1000 ὑπὲρ τοῦ Ἀσύλου τῶν Ἀνιάτων, δρ. 1000 ὑπὲρ τοῦ οἰκονομικοῦ συσσιτίου καὶ δρ. 500 ὑπὲρ τοῦ Ἀσύλου τῆς Ἁγίας Αἰκατερίνης. bbox=[566, 500, 798, 639]
market-cell: Σ.Ε. 5% 500.— bbox=[88, 411, 164, 423]
story-2-paragraph: Φαίνεται ὅτι καὶ περὶ τῆς ἐν Ἀθήναις παρουσίας τοῦ Πανοπούλου ἐγένετο λόγος ἐκτενὴς ὑπὸ τοῦ Βασιλέως, δεόντως τὰ τῆς κακῆς καταστάσεως. bbox=[324, 577, 552, 633]
market-row bbox=[86, 339, 310, 351]
story-3-deck: Η ΑΠΡΟΘΥΜΙΑ ΤΩΝ ΘΕΟΤΟΚΙΚΩΝ bbox=[367, 699, 509, 725]
ovo-address: 21 — ΟΔΟΣ 3ης ΣΕΠΤΕΜΒΡΙΟΥ — 12 bbox=[1114, 609, 1468, 630]
story-1-headline-2: ΕΝ ΜΑΚΕΔΟΝΙΑ bbox=[343, 225, 532, 276]
ad-christmas-text: Εἰς τὸν ὑπ' ἀριθ. 9 τῆς ὁδοῦ Μουσῶν κατάστημα εὑρίσκεται μεγάλη ποικιλία ἰαπωνικῶν ἀντικειμένων, εἴδη πορσελάνης, κοσμήματα, κουτιὰ καπνοῦ, κιμονό, παιγνίδια, μεταξωτὰ, ῥιπίδια καὶ ἄλλα πολλὰ προς δῶρα. bbox=[566, 1476, 798, 1560]
ad-codliver-shop: ΦΑΡΜΑΚΕΙΟΝ Δ. ΜΑΡΙΝΟΠΟΥΛΟΥ bbox=[612, 1243, 752, 1273]
column-2 bbox=[318, 118, 558, 2198]
news-subtitle: ΑΘΗΝΑΪΚΑ bbox=[952, 191, 1044, 206]
story-4-headline: Ο ΠΡΟΫΠΟΛΟΓΙΣΜΟΣ bbox=[331, 1063, 545, 1084]
afanizon-price: Δρ. 1.75. Εἰς τὰς ἐπαρχίας 2 bbox=[1081, 1172, 1277, 1187]
divider bbox=[86, 209, 310, 212]
last-hour-title: ΤΕΛΕΥΤΑΙΑ ΩΡΑ bbox=[324, 122, 552, 194]
ad-clinic-doctor: Κ. Τ. ΓΙΑΒΟΠΟΥΛΟΥ bbox=[583, 864, 781, 885]
prizes-heading: ΤΡΕΙΣ ΜΕΓΑΛΟΙ ΛΑΧΝΟΙ bbox=[119, 1240, 277, 1280]
price-paragraph: Πᾶσα αἴτησις πρέπει νὰ εἶνε ἐγγεγραμμένη καὶ νὰ φέρῃ τὴν διεύθυνσιν τοῦ αἰτοῦντος. bbox=[86, 1480, 310, 1522]
ad-dambergi-address: Ὁδὸς Ἀκαδημίας ἀρ. 30. bbox=[576, 782, 711, 796]
doctor-hours: ΔΕΧΕΤΑΙ: 10—12 π. μ. 2—6 μ. μ. bbox=[1071, 820, 1288, 835]
ferbravais-address: ΑΠΟΘΗΚΗ: 130, Rue Lafayette. PARIS. bbox=[1081, 1002, 1278, 1031]
story-1-paragraph: ΒΙΕΝΝΗ, 31 Δ/βρίου. — Αἱ κυκλοφορήσασαι φῆμαι περὶ προσεχοῦς τροποποιήσεως τοῦ ἐν Μακεδονίᾳ καθεστῶτος εἶνε ἀπολύτως ἀνυπόστατοι. bbox=[324, 294, 552, 364]
ad-clinic-address: 58—Ὁδὸς Ἀθηνᾶς—58 (Παραπλεύρως Ἁγίας Κυριακῆς) bbox=[570, 1005, 794, 1033]
piraeus-paragraph: Ἡ κίνησις ἐχορήγεται πάντοτε ἐξαιρετικὴ καθ' ὅλην τὴν ἡμέραν ἕως ἀργὰ τὴν νύκτα, ἐν ἀπλότητι εὐθυμίας. bbox=[86, 755, 310, 797]
